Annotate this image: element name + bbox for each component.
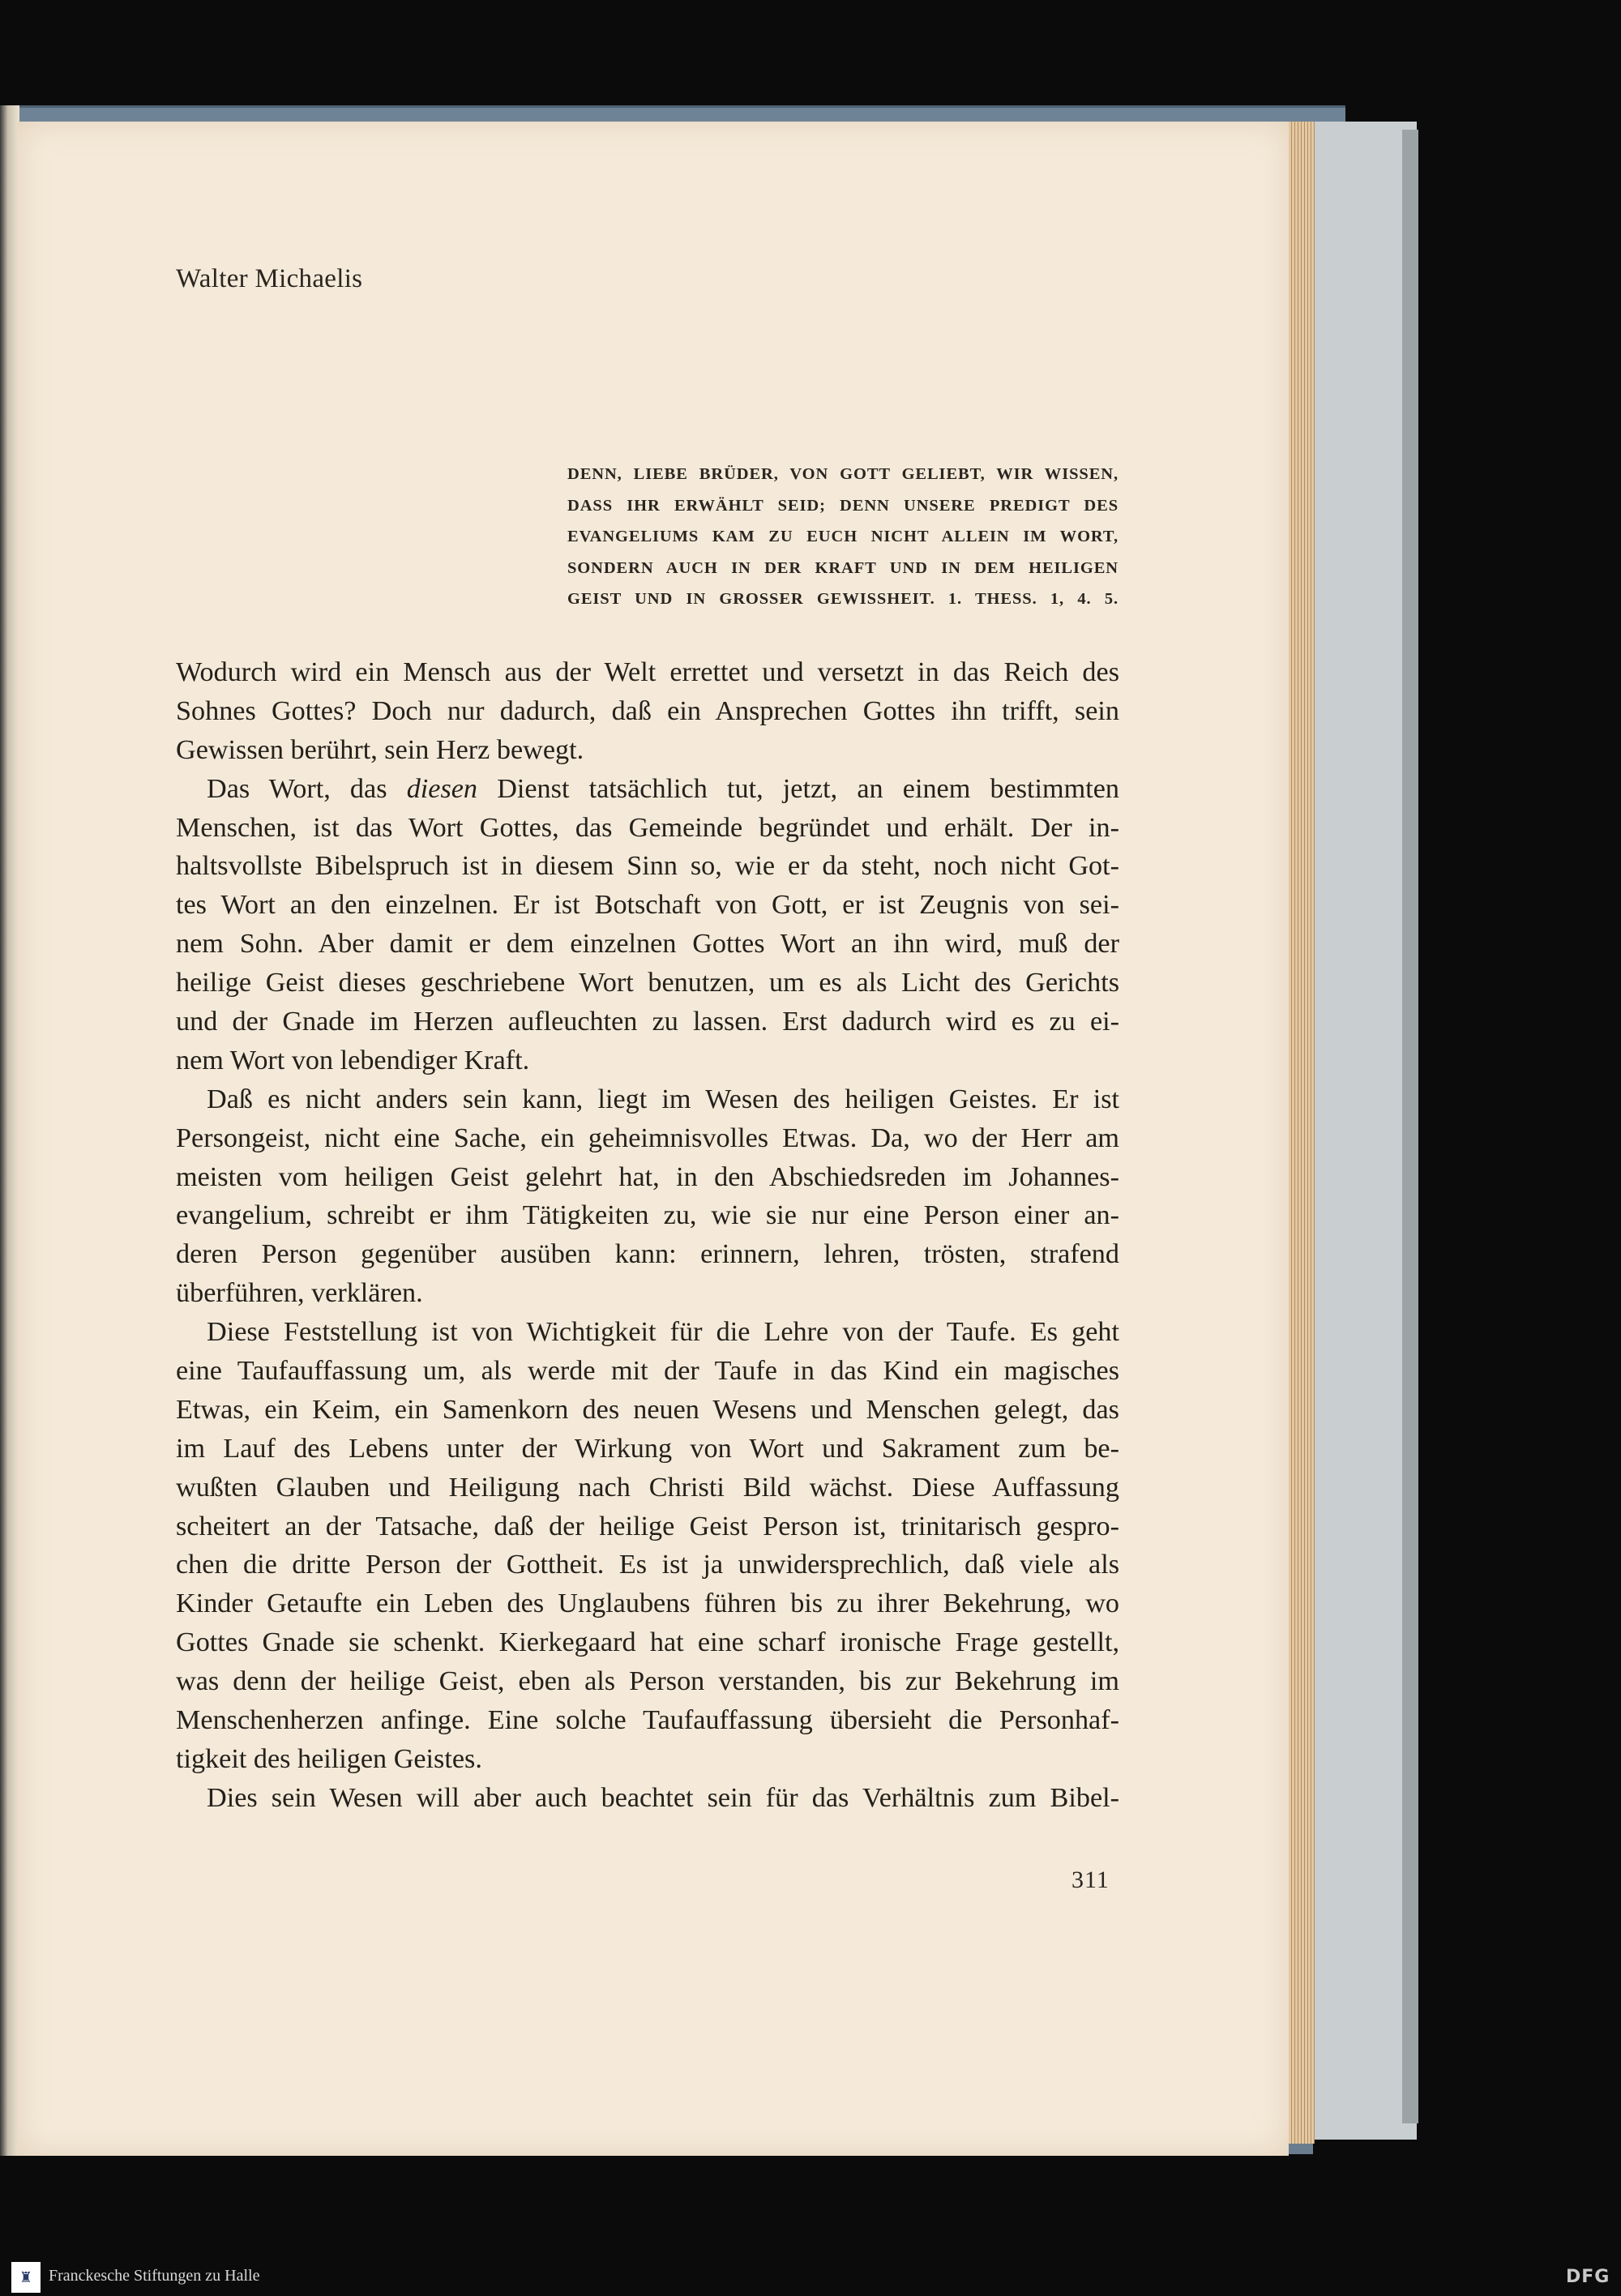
text-line: scheitert an der Tatsache, daß der heilige Geist Person ist, trinitarisch gespro-	[176, 1511, 1119, 1541]
text-line: nem Wort von lebendiger Kraft.	[176, 1045, 530, 1075]
text-line: Menschenherzen anfinge. Eine solche Taufauffassung übersieht die Personhaf-	[176, 1705, 1119, 1736]
text-segment: Das Wort, das	[207, 773, 407, 804]
paragraph	[176, 1080, 1119, 1313]
text-line: Menschen, ist das Wort Gottes, das Gemeinde begründet und erhält. Der in-	[176, 812, 1119, 843]
book-cover-side	[1309, 122, 1417, 2140]
body-text	[176, 653, 1119, 1818]
institution-link[interactable]: Franckesche Stiftungen zu Halle	[49, 2267, 260, 2285]
text-line: und der Gnade im Herzen aufleuchten zu lassen. Erst dadurch wird es zu ei-	[176, 1007, 1119, 1037]
text-line: was denn der heilige Geist, eben als Person verstanden, bis zur Bekehrung im	[176, 1666, 1119, 1697]
text-line: meisten vom heiligen Geist gelehrt hat, in den Abschiedsreden im Johannes-	[176, 1161, 1119, 1192]
text-line: Kinder Getaufte ein Leben des Unglaubens führen bis zu ihrer Bekehrung, wo	[176, 1588, 1119, 1619]
text-line: eine Taufauffassung um, als werde mit der Taufe in das Kind ein magisches	[176, 1356, 1119, 1387]
text-line	[176, 770, 1119, 809]
book-cover-side-shadow	[1402, 130, 1418, 2123]
epigraph-line: DASS IHR ERWÄHLT SEID; DENN UNSERE PREDIGT DES	[567, 496, 1118, 515]
text-line: evangelium, schreibt er ihm Tätigkeiten zu, wie sie nur eine Person einer an-	[176, 1200, 1119, 1231]
text-line: Gottes Gnade sie schenkt. Kierkegaard hat eine scharf ironische Frage gestellt,	[176, 1627, 1119, 1658]
text-line: wußten Glauben und Heiligung nach Christi Bild wächst. Diese Auffassung	[176, 1472, 1119, 1503]
text-line: im Lauf des Lebens unter der Wirkung von Wort und Sakrament zum be-	[176, 1433, 1119, 1464]
text-line: Etwas, ein Keim, ein Samenkorn des neuen Wesens und Menschen gelegt, das	[176, 1394, 1119, 1425]
text-line: Gewissen berührt, sein Herz bewegt.	[176, 734, 584, 765]
text-line: Diese Feststellung ist von Wichtigkeit für die Lehre von der Taufe. Es geht	[207, 1317, 1119, 1348]
text-line: Sohnes Gottes? Doch nur dadurch, daß ein Ansprechen Gottes ihn trifft, sein	[176, 695, 1119, 726]
epigraph-line: SONDERN AUCH IN DER KRAFT UND IN DEM HEILIGEN	[567, 558, 1118, 577]
text-line: heilige Geist dieses geschriebene Wort benutzen, um es als Licht des Gerichts	[176, 968, 1119, 998]
text-line: Daß es nicht anders sein kann, liegt im Wesen des heiligen Geistes. Er ist	[207, 1084, 1119, 1114]
running-head: Walter Michaelis	[176, 264, 363, 293]
text-line: Persongeist, nicht eine Sache, ein geheimnisvolles Etwas. Da, wo der Herr am	[176, 1122, 1119, 1153]
text-line: überführen, verklären.	[176, 1278, 423, 1309]
text-line: tes Wort an den einzelnen. Er ist Botschaft von Gott, er ist Zeugnis von sei-	[176, 890, 1119, 921]
text-line: nem Sohn. Aber damit er dem einzelnen Gottes Wort an ihn wird, muß der	[176, 929, 1119, 960]
text-line: haltsvollste Bibelspruch ist in diesem Sinn so, wie er da steht, noch nicht Got-	[176, 851, 1119, 882]
paragraph	[176, 1313, 1119, 1779]
paragraph	[176, 653, 1119, 770]
text-segment: Dienst tatsächlich tut, jetzt, an einem bestimmten	[477, 773, 1119, 804]
text-line: Dies sein Wesen will aber auch beachtet sein für das Verhältnis zum Bibel-	[207, 1782, 1119, 1813]
text-line: chen die dritte Person der Gottheit. Es ist ja unwidersprechlich, daß viele als	[176, 1550, 1119, 1580]
epigraph-line: GEIST UND IN GROSSER GEWISSHEIT. 1. THESS. 1, 4. 5.	[567, 590, 1118, 608]
page-number: 311	[1071, 1866, 1110, 1893]
binding-gutter	[0, 105, 19, 2156]
institution-logo-icon[interactable]: ♜	[11, 2262, 41, 2293]
epigraph-line: DENN, LIEBE BRÜDER, VON GOTT GELIEBT, WIR WISSEN,	[567, 465, 1118, 483]
text-line: Wodurch wird ein Mensch aus der Welt errettet und versetzt in das Reich des	[176, 657, 1119, 687]
text-line: deren Person gegenüber ausüben kann: erinnern, lehren, trösten, strafend	[176, 1239, 1119, 1270]
paragraph	[176, 770, 1119, 1080]
dfg-logo[interactable]: DFG	[1566, 2267, 1610, 2287]
paragraph	[176, 1779, 1119, 1818]
epigraph-line: EVANGELIUMS KAM ZU EUCH NICHT ALLEIN IM WORT,	[567, 528, 1118, 545]
text-line: tigkeit des heiligen Geistes.	[176, 1743, 482, 1774]
emphasis-word: diesen	[406, 773, 478, 804]
epigraph	[567, 459, 1118, 615]
